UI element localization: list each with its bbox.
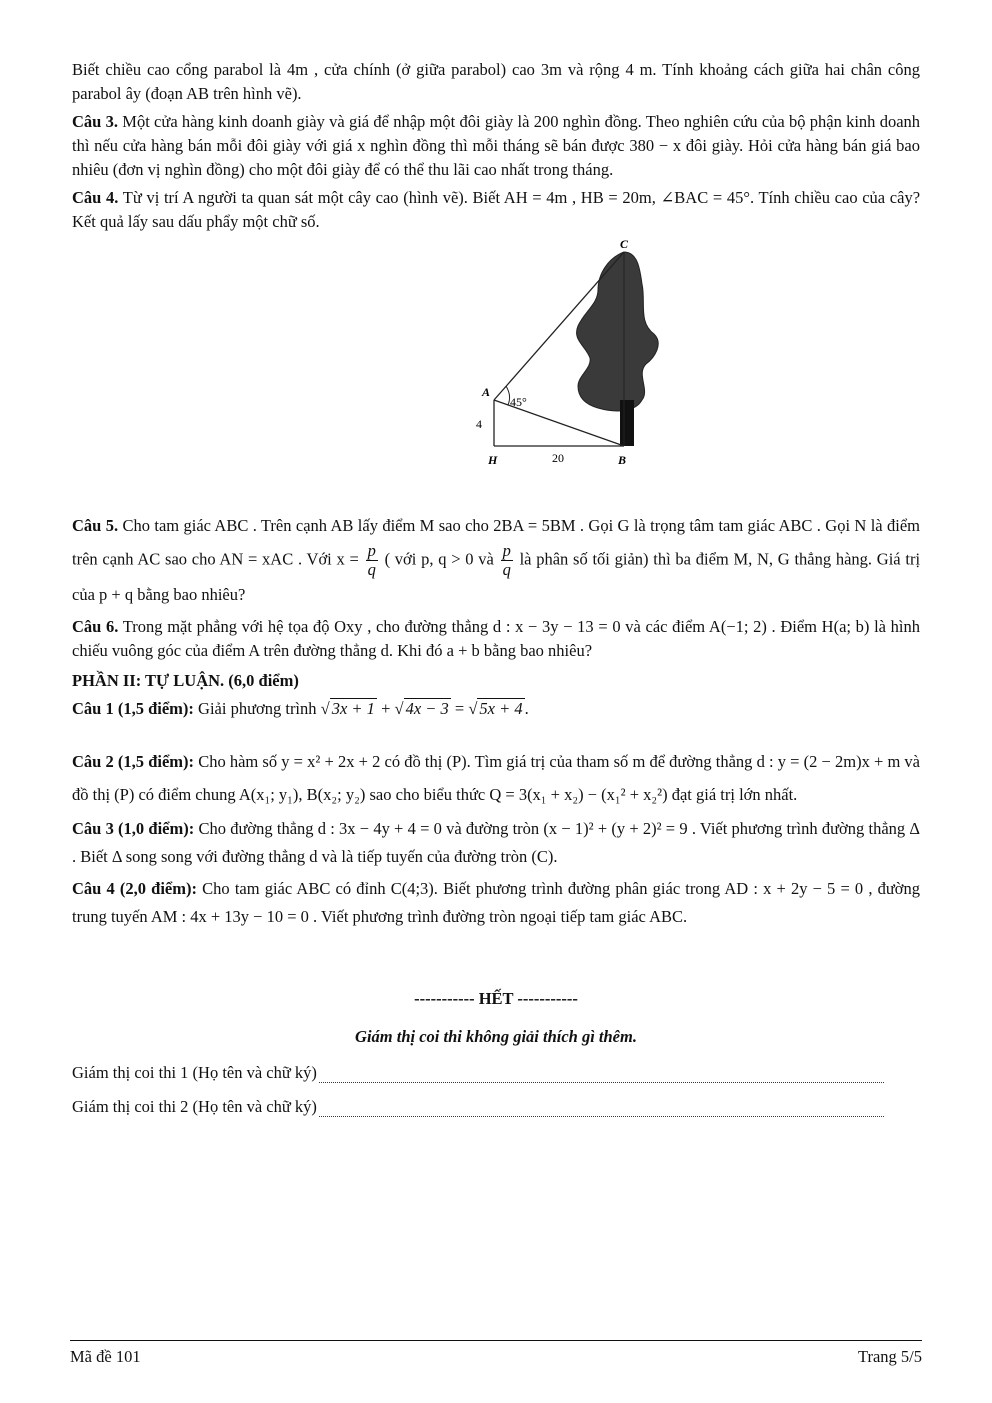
question-5-text-2: ( với p, q > 0 và (384, 549, 494, 569)
essay-2-label: Câu 2 (1,5 điểm): (72, 752, 195, 771)
question-5-text-3: là phân số tối giản) thì ba điểm M, N, G thẳng hàng. Giá trị của p + q bằng bao nhiêu? (72, 549, 921, 604)
essay-4 (72, 875, 920, 931)
question-6 (72, 615, 920, 663)
proctor-1-signature (72, 1063, 884, 1083)
essay-3-label: Câu 3 (1,0 điểm): (72, 819, 195, 838)
radical-3: 5x + 4 (479, 699, 523, 718)
proctor-2-dotted-line (319, 1100, 884, 1117)
proctor-2-label: Giám thị coi thi 2 (Họ tên và chữ ký) (72, 1097, 317, 1116)
fraction-denominator: q (367, 560, 376, 579)
proctor-2-signature (72, 1097, 884, 1117)
label-angle: 45° (510, 395, 527, 409)
question-5-text-1: Cho tam giác ABC . Trên cạnh AB lấy điểm M sao cho 2BA = 5BM . Gọi G là trọng tâm tam giác ABC . Gọi N là điểm trên cạnh AC sao cho AN = xAC . Với x = (72, 516, 921, 569)
essay-1-text: Giải phương trình (198, 699, 317, 718)
label-c: C (620, 240, 629, 251)
essay-2 (72, 745, 920, 811)
fraction-p-q (366, 542, 378, 579)
label-b: B (618, 453, 627, 467)
essay-3 (72, 815, 920, 871)
question-6-text: Trong mặt phẳng với hệ tọa độ Oxy , cho đường thẳng d : x − 3y − 13 = 0 và các điểm A(−1; 2) . Điểm H(a; b) là hình chiếu vuông góc của điểm A trên đường thẳng d. Khi đó a + b bằng bao nhiêu? (72, 617, 921, 660)
essay-1: Câu 1 (1,5 điểm): Giải phương trình √ 3x + 1 + √ 4x − 3 = √ 5x + 4 . (72, 699, 529, 718)
fraction-p-q-2 (501, 542, 513, 579)
essay-2-text: Cho hàm số y = x² + 2x + 2 có đồ thị (P). Tìm giá trị của tham số m để đường thẳng d : y = (2 − 2m)x + m và đồ thị (P) có điểm chung A(x₁; y₁), B(x₂; y₂) sao cho biểu thức Q = 3(x₁ + x₂) − (x₁² + x₂²) đạt giá trị lớn nhất. (72, 752, 921, 804)
exam-code: Mã đề 101 (70, 1347, 141, 1366)
proctor-1-dotted-line (319, 1066, 884, 1083)
essay-3-text: Cho đường thẳng d : 3x − 4y + 4 = 0 và đường tròn (x − 1)² + (y + 2)² = 9 . Viết phương trình đường thẳng Δ . Biết Δ song song với đường thẳng d và là tiếp tuyến của đường tròn (C). (72, 819, 920, 866)
question-3-label: Câu 3. (72, 112, 118, 131)
radical-2: 4x − 3 (405, 699, 449, 718)
question-3-text: Một cửa hàng kinh doanh giày và giá để nhập một đôi giày là 200 nghìn đồng. Theo nghiên cứu của bộ phận kinh doanh thì nếu cửa hàng bán mỗi đôi giày với giá x nghìn đồng thì mỗi tháng sẽ bán được 380 − x đôi giày. Hỏi cửa hàng bán giá bao nhiêu (đơn vị nghìn đồng) cho một đôi giày để có thể thu lãi cao nhất trong tháng. (72, 112, 921, 179)
proctor-1-label: Giám thị coi thi 1 (Họ tên và chữ ký) (72, 1063, 317, 1082)
essay-4-text: Cho tam giác ABC có đỉnh C(4;3). Biết phương trình đường phân giác trong AD : x + 2y − 5 = 0 , đường trung tuyến AM : 4x + 13y − 10 = 0 . Viết phương trình đường tròn ngoại tiếp tam giác ABC. (72, 879, 921, 926)
exam-page (72, 58, 920, 1117)
radical-1: 3x + 1 (331, 699, 375, 718)
label-h: H (488, 453, 498, 467)
tree-canopy (577, 252, 659, 411)
part-2-title: PHẦN II: TỰ LUẬN. (6,0 điểm) (72, 671, 299, 690)
question-4-text: Từ vị trí A người ta quan sát một cây cao (hình vẽ). Biết AH = 4m , HB = 20m, ∠BAC = 45°. Tính chiều cao của cây? Kết quả lấy sau dấu phẩy một chữ số. (72, 188, 921, 231)
page-number: Trang 5/5 (857, 1347, 922, 1366)
question-5 (72, 510, 920, 611)
question-6-label: Câu 6. (72, 617, 119, 636)
intro-paragraph: Biết chiều cao cổng parabol là 4m , cửa chính (ở giữa parabol) cao 3m và rộng 4 m. Tính khoảng cách giữa hai chân công parabol ây (đoạn AB trên hình vẽ). (72, 60, 920, 103)
tree-diagram (402, 240, 662, 472)
label-a: A (482, 385, 491, 399)
essay-1-end: . (524, 699, 529, 718)
question-3 (72, 110, 920, 182)
tree-trunk (620, 400, 634, 446)
fraction-numerator: p (367, 541, 376, 560)
end-marker: ----------- HẾT ----------- (414, 989, 578, 1008)
fraction-denominator-2: q (502, 560, 511, 579)
label-ah-length: 4 (476, 417, 482, 431)
page-footer (70, 1340, 922, 1367)
tree-figure (72, 234, 920, 506)
essay-1-label: Câu 1 (1,5 điểm): (72, 699, 194, 718)
question-4 (72, 186, 920, 234)
question-5-label: Câu 5. (72, 516, 119, 535)
essay-4-label: Câu 4 (2,0 điểm): (72, 879, 197, 898)
proctor-note: Giám thị coi thi không giải thích gì thêm. (355, 1027, 637, 1046)
question-4-label: Câu 4. (72, 188, 119, 207)
label-hb-length: 20 (552, 451, 564, 465)
fraction-numerator-2: p (502, 541, 511, 560)
